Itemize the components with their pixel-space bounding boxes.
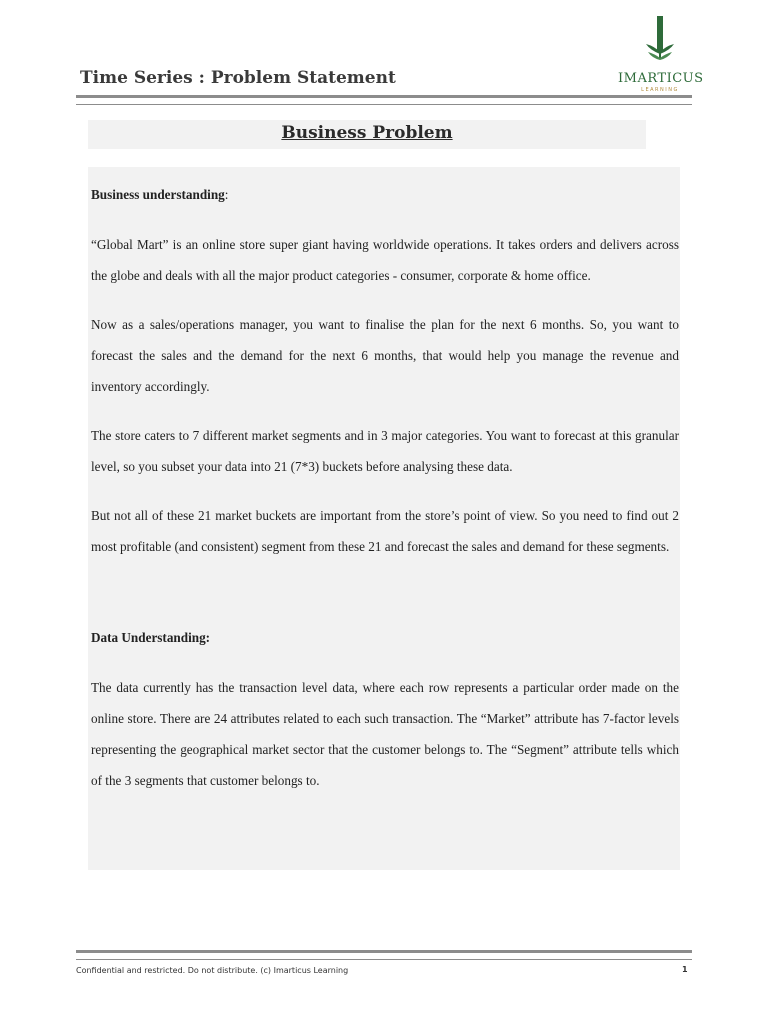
paragraph: But not all of these 21 market buckets are important from the store’s point of view. So you need to find out 2 most profitable (and consistent) segment from these 21 and forecast the sales and demand for these segments.	[91, 508, 679, 554]
logo-mark-icon	[640, 14, 680, 70]
paragraph: The data currently has the transaction level data, where each row represents a particular order made on the online store. There are 24 attributes related to each such transaction. The “Market” attribute has 7-factor levels representing the geographical market sector that the customer belongs to. The “Segment” attribute tells which of the 3 segments that customer belongs to.	[91, 680, 679, 788]
business-title-suffix: :	[224, 187, 229, 202]
content-panel	[88, 167, 680, 870]
content-body	[91, 179, 679, 796]
footer-notice: Confidential and restricted. Do not distribute. (c) Imarticus Learning	[76, 966, 349, 975]
heading-panel	[88, 120, 646, 149]
logo-wordmark: IMARTICUS	[618, 71, 704, 86]
imarticus-logo	[618, 14, 702, 94]
business-title-text: Business understanding	[91, 187, 225, 202]
document-title: Time Series : Problem Statement	[80, 68, 396, 88]
data-understanding-title: Data Understanding:	[91, 630, 211, 645]
paragraph: “Global Mart” is an online store super giant having worldwide operations. It takes orders and delivers across the globe and deals with all the major product categories - consumer, corporate & home office.	[91, 237, 679, 283]
paragraph: Now as a sales/operations manager, you want to finalise the plan for the next 6 months. So, you want to forecast the sales and the demand for the next 6 months, that would help you manage the revenue and inventory accordingly.	[91, 317, 679, 394]
business-understanding-title	[91, 179, 679, 210]
page-number: 1	[682, 965, 688, 974]
footer-divider	[76, 950, 692, 960]
header-divider	[76, 95, 692, 105]
logo-subtext: LEARNING	[641, 87, 679, 93]
paragraph: The store caters to 7 different market segments and in 3 major categories. You want to forecast at this granular level, so you subset your data into 21 (7*3) buckets before analysing these data.	[91, 428, 679, 474]
section-heading: Business Problem	[281, 123, 453, 143]
